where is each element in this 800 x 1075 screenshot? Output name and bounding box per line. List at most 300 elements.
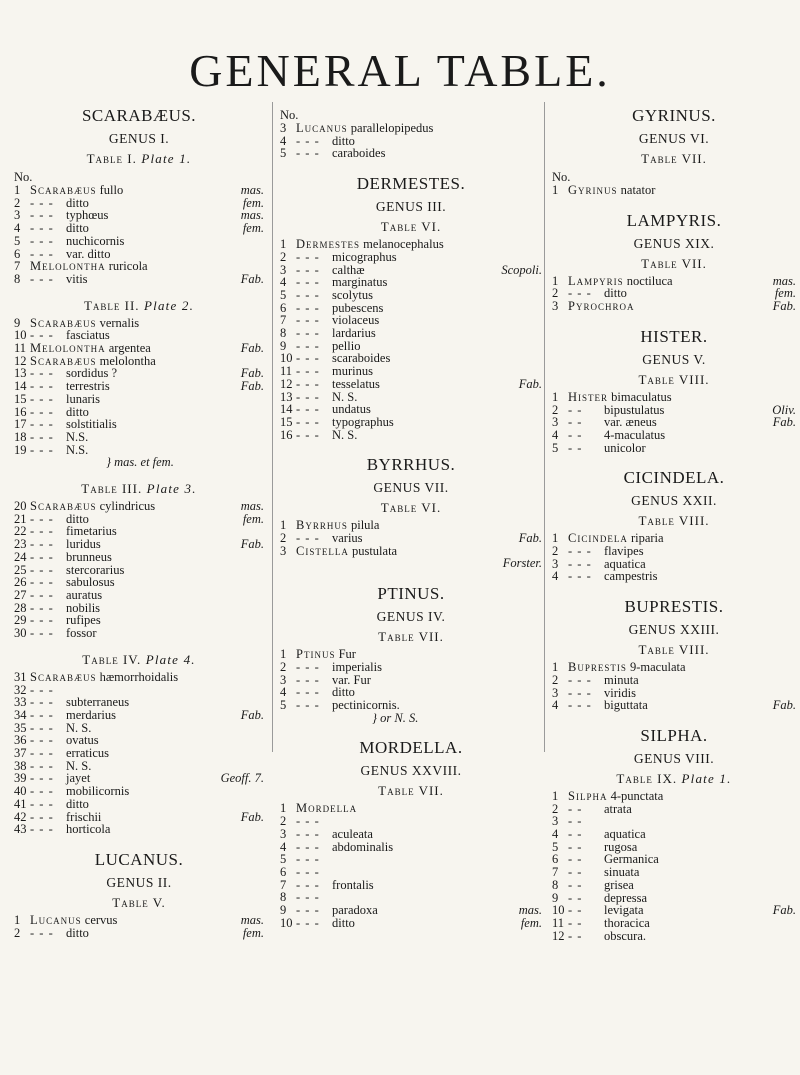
entry-number: 43 (14, 822, 27, 837)
species-name: aquatica (604, 827, 646, 842)
table-number: Table VI. (380, 219, 442, 235)
section-block (552, 597, 796, 712)
table-number: Table II. (83, 297, 140, 313)
section-heading: PTINUS. (377, 584, 445, 604)
entry-number: 2 (552, 672, 559, 687)
species-name: terrestris (66, 379, 110, 394)
entry-number: 3 (552, 556, 559, 571)
table-label (280, 783, 542, 798)
ditto-dashes: - - - (296, 852, 320, 867)
entry-number: 6 (280, 864, 287, 879)
entry-row (280, 699, 542, 712)
species-name: N. S. (332, 389, 358, 404)
entry-row (14, 184, 264, 197)
entry-name: Silpha 4-punctata (568, 788, 664, 803)
entry-number: 9 (552, 890, 559, 905)
entry-row (280, 853, 542, 866)
section-block (552, 106, 796, 197)
section-heading: SILPHA. (640, 725, 708, 745)
entry-row (280, 365, 542, 378)
ditto-dashes: - - - (30, 733, 54, 748)
author-note: mas. (518, 903, 542, 918)
species-name: ditto (66, 511, 89, 526)
species-name: varius (332, 531, 363, 546)
ditto-dashes: - - - (30, 366, 54, 381)
entry-number: 2 (552, 402, 559, 417)
ditto-dashes: - - - (296, 249, 320, 264)
page-title: GENERAL TABLE. (189, 45, 611, 96)
author-note: fem. (242, 195, 264, 210)
entry-number: 3 (552, 299, 559, 314)
entry-number: 10 (14, 328, 27, 343)
entry-number: 2 (14, 195, 21, 210)
table-number: Table VIII. (638, 513, 710, 529)
genus-label: GENUS I. (108, 131, 170, 146)
genus-name: Cicindela (568, 531, 628, 546)
ditto-dashes: - - - (296, 146, 320, 161)
entry-number: 41 (14, 796, 27, 811)
species-name: lunaris (66, 391, 101, 406)
section-block (280, 174, 542, 441)
entry-number: 11 (552, 915, 565, 930)
ditto-dashes: - - (568, 801, 583, 816)
entry-number: 3 (552, 685, 559, 700)
entry-row (14, 538, 264, 551)
ditto-dashes: - - (568, 915, 583, 930)
author-note: fem. (242, 511, 264, 526)
genus-name: Pyrochroa (568, 299, 635, 314)
entry-row (280, 416, 542, 429)
ditto-dashes: - - - (296, 351, 320, 366)
entry-name (568, 300, 767, 313)
number-header: No. (14, 170, 33, 184)
ditto-dashes: - - - (296, 313, 320, 328)
entry-number: 10 (552, 903, 565, 918)
section-block (552, 726, 796, 942)
ditto-dashes: - - - (30, 208, 54, 223)
ditto-dashes: - - - (296, 697, 320, 712)
species-name: var. Fur (332, 672, 371, 687)
ditto-dashes: - - (568, 890, 583, 905)
genus-name: Dermestes (296, 237, 361, 252)
ditto-dashes: - - - (296, 300, 320, 315)
species-name: ditto (66, 404, 89, 419)
entry-name: Scarabæus melolontha (30, 353, 156, 368)
ditto-dashes: - - (568, 814, 583, 829)
genus-name: Hister (568, 389, 609, 404)
species-name: 4-maculatus (604, 427, 666, 442)
entry-row (14, 589, 264, 602)
genus-name: Lucanus (296, 121, 348, 135)
brace-note: } mas. et fem. (106, 455, 174, 470)
ditto-dashes: - - - (30, 784, 54, 799)
entry-row (14, 222, 264, 235)
ditto-dashes: - - - (296, 326, 320, 341)
entry-number: 7 (280, 313, 287, 328)
genus-name: Scarabæus (30, 315, 97, 330)
species-name: fimetarius (66, 524, 117, 539)
entry-row (552, 841, 796, 854)
genus-label: GENUS VIII. (633, 750, 715, 766)
species-name: sinuata (604, 865, 640, 880)
author-note: mas. (240, 499, 264, 514)
section-block (14, 481, 264, 640)
table-number: Table I. (86, 151, 137, 166)
entry-row (14, 696, 264, 709)
species-name: biguttata (604, 698, 648, 713)
entry-number: 11 (14, 341, 27, 356)
entry-number: 10 (280, 915, 293, 930)
ditto-dashes: - - - (568, 685, 592, 700)
author-note: Fab. (518, 531, 542, 546)
species-name: calthæ (332, 262, 365, 277)
species-name: luridus (66, 537, 101, 552)
species-name: typhœus (66, 208, 109, 223)
ditto-dashes: - - (568, 839, 583, 854)
table-label (552, 151, 796, 166)
species-name: ditto (332, 133, 355, 148)
entry-number: 40 (14, 784, 27, 799)
genus-name: Silpha (568, 788, 608, 803)
ditto-dashes: - - - (30, 549, 54, 564)
ditto-dashes: - - - (30, 695, 54, 710)
ditto-dashes: - - - (296, 414, 320, 429)
ditto-dashes: - - - (296, 376, 320, 391)
entry-number: 4 (280, 275, 287, 290)
species-name: caraboides (332, 146, 386, 161)
author-note: Geoff. 7. (220, 771, 264, 786)
genus-name: Lucanus (30, 912, 82, 927)
ditto-dashes: - - - (30, 195, 54, 210)
species-name: fossor (66, 626, 97, 641)
entry-number: 2 (280, 531, 287, 546)
number-header: No. (552, 170, 571, 184)
ditto-dashes: - - - (30, 328, 54, 343)
species-name: erraticus (66, 746, 110, 761)
author-note: Scopoli. (501, 262, 542, 277)
entry-number: 8 (280, 326, 287, 341)
entry-row (552, 828, 796, 841)
entry-row (280, 648, 542, 661)
species-name: viridis (604, 685, 636, 700)
species-name: lardarius (332, 326, 376, 341)
entry-row (280, 251, 542, 264)
ditto-dashes: - - - (296, 864, 320, 879)
table-number: Table VII. (378, 629, 444, 645)
ditto-dashes: - - - (30, 707, 54, 722)
species-name: abdominalis (332, 839, 394, 854)
entry-name: Scarabæus fullo (30, 183, 124, 197)
entry-number: 1 (280, 518, 287, 533)
entry-number: 1 (552, 389, 559, 404)
ditto-dashes: - - - (568, 569, 592, 584)
entry-number: 3 (552, 415, 559, 430)
species-name: N. S. (66, 720, 92, 735)
ditto-dashes: - - - (30, 613, 54, 628)
section-block (552, 211, 796, 313)
species-name: scolytus (332, 287, 373, 302)
column-divider (272, 102, 273, 752)
species-name: paradoxa (332, 903, 378, 918)
ditto-dashes: - - - (30, 600, 54, 615)
plate-number: Plate 1. (141, 151, 192, 166)
entry-row (552, 391, 796, 404)
section-heading: SCARABÆUS. (81, 106, 197, 125)
ditto-dashes: - - - (30, 587, 54, 602)
entry-number: 2 (280, 659, 287, 674)
author-note: Fab. (240, 809, 264, 824)
author-note: Fab. (240, 366, 264, 381)
entry-number: 1 (14, 183, 21, 197)
species-name: nuchicornis (66, 233, 125, 248)
table-label (14, 652, 264, 667)
entry-number: 12 (280, 376, 293, 391)
genus-name: Buprestis (568, 660, 627, 675)
table-number: Table III. (81, 481, 143, 497)
entry-number: 24 (14, 549, 27, 564)
ditto-dashes: - - - (296, 890, 320, 905)
species-name: levigata (604, 903, 644, 918)
species-name: depressa (604, 890, 648, 905)
table-number: Table VIII. (638, 371, 710, 387)
plate-number: Plate 1. (681, 770, 732, 786)
ditto-dashes: - - - (296, 531, 320, 546)
entry-row (552, 815, 796, 828)
ditto-dashes: - - - (30, 404, 54, 419)
author-note: fem. (242, 221, 264, 236)
entry-number: 22 (14, 524, 27, 539)
author-note: fem. (520, 915, 542, 930)
plate-number: Plate 4. (145, 651, 196, 667)
entry-row (552, 879, 796, 892)
entry-number: 7 (280, 877, 287, 892)
entry-number: 17 (14, 417, 27, 432)
section-block (280, 738, 542, 929)
ditto-dashes: - - - (30, 682, 54, 697)
entry-number: 26 (14, 575, 27, 590)
entry-row (14, 551, 264, 564)
section-heading: MORDELLA. (359, 738, 463, 758)
table-label (552, 256, 796, 271)
section-block (280, 584, 542, 724)
ditto-dashes: - - - (30, 271, 54, 286)
entry-number: 2 (552, 286, 559, 301)
column-divider (544, 102, 545, 752)
section-block (14, 850, 264, 939)
entry-number: 2 (552, 544, 559, 559)
plate-number: Plate 3. (146, 481, 197, 497)
ditto-dashes: - - - (30, 809, 54, 824)
author-note: Fab. (240, 341, 264, 356)
species-name: subterraneus (66, 695, 130, 710)
genus-name: Scarabæus (30, 669, 97, 684)
genus-label: GENUS III. (375, 199, 447, 215)
entry-number: 1 (14, 912, 21, 927)
entry-number: 21 (14, 511, 27, 526)
genus-name: Mordella (296, 801, 358, 816)
entry-number: 6 (14, 246, 21, 261)
genus-name: Scarabæus (30, 353, 97, 368)
ditto-dashes: - - - (568, 672, 592, 687)
author-note: Fab. (772, 698, 796, 713)
entry-row (552, 442, 796, 455)
entry-row (280, 378, 542, 391)
entry-number: 31 (14, 669, 27, 684)
section-heading: DERMESTES. (356, 174, 466, 194)
ditto-dashes: - - - (296, 672, 320, 687)
ditto-dashes: - - - (296, 814, 320, 829)
entry-row (280, 866, 542, 879)
table-number: Table V. (112, 894, 166, 910)
species-name: typographus (332, 414, 394, 429)
species-name: brunneus (66, 549, 112, 564)
entry-row (14, 798, 264, 811)
entry-number: 2 (552, 801, 559, 816)
table-number: Table VII. (641, 255, 707, 271)
entry-row (280, 147, 542, 160)
ditto-dashes: - - - (30, 758, 54, 773)
entry-row (280, 661, 542, 674)
entry-number: 4 (280, 133, 287, 148)
species-name: grisea (604, 877, 634, 892)
entry-number: 8 (280, 890, 287, 905)
author-note: fem. (242, 925, 264, 940)
entry-number: 5 (280, 287, 287, 302)
entry-number: 1 (280, 647, 287, 662)
ditto-dashes: - - - (568, 556, 592, 571)
species-name: horticola (66, 822, 111, 837)
species-name: ditto (66, 221, 89, 236)
section-block (280, 108, 542, 160)
entry-number: 8 (552, 877, 559, 892)
entry-number: 33 (14, 695, 27, 710)
brace-note: } or N. S. (372, 710, 419, 725)
entry-number: 12 (14, 353, 27, 368)
genus-label: GENUS VII. (373, 480, 449, 496)
column-1 (14, 106, 264, 939)
species-name: ditto (66, 925, 89, 940)
table-label (14, 481, 264, 496)
entry-name: Gyrinus natator (568, 183, 656, 197)
entry-name: Byrrhus pilula (296, 518, 380, 533)
entry-row (552, 674, 796, 687)
ditto-dashes: - - - (30, 537, 54, 552)
ditto-dashes: - - (568, 415, 583, 430)
entry-row (14, 500, 264, 513)
entry-name: Lucanus parallelopipedus (296, 121, 434, 135)
ditto-dashes: - - - (30, 442, 54, 457)
species-name: jayet (66, 771, 91, 786)
ditto-dashes: - - - (296, 262, 320, 277)
entry-row (280, 238, 542, 251)
species-name: sordidus ? (66, 366, 118, 381)
genus-name: Melolontha (30, 259, 106, 274)
entry-name: Buprestis 9-maculata (568, 660, 686, 675)
species-name: ovatus (66, 733, 99, 748)
entry-name: Scarabæus cylindricus (30, 499, 156, 514)
entry-number: 2 (280, 814, 287, 829)
entry-name: Melolontha ruricola (30, 259, 148, 274)
table-label (552, 513, 796, 528)
entry-row (14, 823, 264, 836)
ditto-dashes: - - - (296, 877, 320, 892)
ditto-dashes: - - - (30, 524, 54, 539)
entry-number: 4 (552, 698, 559, 713)
entry-number: 8 (14, 271, 21, 286)
species-name: undatus (332, 402, 371, 417)
entry-number: 12 (552, 928, 565, 943)
entry-name: Ptinus Fur (296, 647, 356, 662)
species-name: N.S. (66, 429, 89, 444)
entry-number: 4 (280, 685, 287, 700)
entry-row (14, 914, 264, 927)
column-2 (280, 106, 542, 929)
section-heading: BYRRHUS. (366, 455, 456, 475)
entry-row (552, 416, 796, 429)
entry-row (280, 828, 542, 841)
species-name: aquatica (604, 556, 646, 571)
ditto-dashes: - - - (296, 338, 320, 353)
entry-number: 14 (14, 379, 27, 394)
entry-number: 1 (552, 273, 559, 288)
ditto-dashes: - - - (30, 511, 54, 526)
entry-number: 39 (14, 771, 27, 786)
species-name: ditto (332, 685, 355, 700)
entry-number: 5 (552, 440, 559, 455)
table-number: Table VII. (378, 783, 444, 799)
entry-name: Hister bimaculatus (568, 389, 672, 404)
table-number: Table IV. (82, 651, 142, 667)
entry-number: 34 (14, 707, 27, 722)
ditto-dashes: - - - (30, 796, 54, 811)
ditto-dashes: - - (568, 402, 583, 417)
ditto-dashes: - - (568, 440, 583, 455)
species-name: murinus (332, 364, 373, 379)
entry-name (296, 802, 542, 815)
species-name: N. S. (332, 427, 358, 442)
species-name: ditto (66, 796, 89, 811)
ditto-dashes: - - - (296, 389, 320, 404)
table-label (280, 500, 542, 515)
entry-row (280, 917, 542, 930)
entry-row (280, 122, 542, 135)
entry-number: 1 (280, 801, 287, 816)
entry-row (14, 927, 264, 940)
entry-number: 15 (14, 391, 27, 406)
entry-number: 4 (280, 839, 287, 854)
species-name: fasciatus (66, 328, 110, 343)
entry-name: Lampyris noctiluca (568, 273, 673, 288)
section-heading: HISTER. (640, 326, 708, 346)
entry-number: 3 (280, 543, 287, 558)
trailing-author-row (280, 557, 542, 570)
author-note: Fab. (772, 903, 796, 918)
entry-row (552, 853, 796, 866)
genus-name: Cistella (296, 543, 349, 558)
ditto-dashes: - - - (296, 427, 320, 442)
entry-number: 13 (14, 366, 27, 381)
author-note: Fab. (240, 271, 264, 286)
section-block (552, 327, 796, 455)
species-name: pubescens (332, 300, 384, 315)
entry-number: 4 (552, 427, 559, 442)
ditto-dashes: - - - (296, 364, 320, 379)
entry-name: Dermestes melanocephalus (296, 237, 444, 252)
entry-number: 30 (14, 626, 27, 641)
brace-note-row (14, 456, 264, 469)
entry-number: 9 (280, 338, 287, 353)
ditto-dashes: - - - (568, 544, 592, 559)
